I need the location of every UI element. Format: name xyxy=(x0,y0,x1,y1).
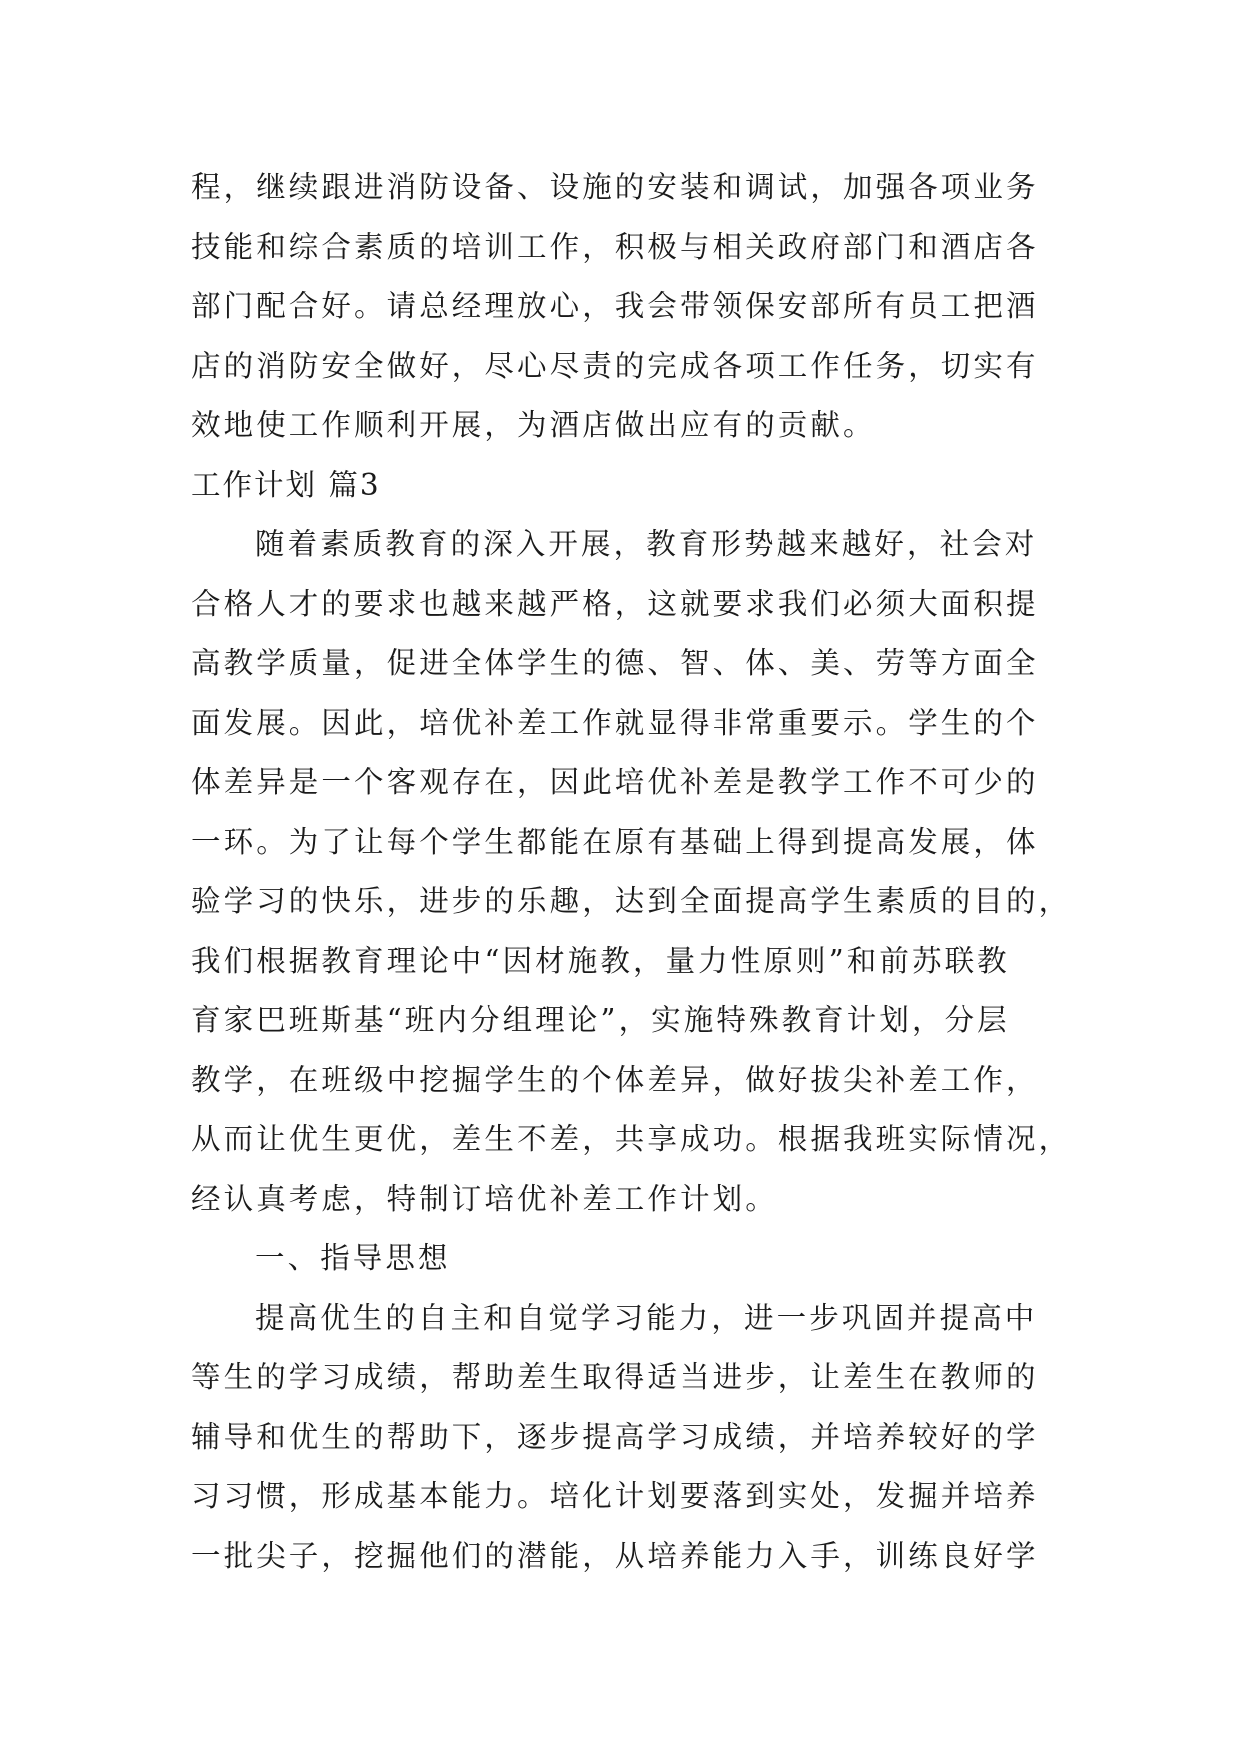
text-line: 一批尖子，挖掘他们的潜能，从培养能力入手，训练良好学 xyxy=(191,1538,1039,1573)
text-line: 合格人才的要求也越来越严格，这就要求我们必须大面积提 xyxy=(191,586,1039,621)
section-title: 工作计划 篇3 xyxy=(191,467,381,502)
text-line: 店的消防安全做好，尽心尽责的完成各项工作任务，切实有 xyxy=(191,348,1039,383)
text-line: 高教学质量，促进全体学生的德、智、体、美、劳等方面全 xyxy=(191,646,1039,680)
text-line: 面发展。因此，培优补差工作就显得非常重要示。学生的个 xyxy=(191,705,1039,740)
text-line: 等生的学习成绩，帮助差生取得适当进步，让差生在教师的 xyxy=(191,1360,1039,1394)
text-line: 程，继续跟进消防设备、设施的安装和调试，加强各项业务 xyxy=(191,170,1039,204)
text-line: 从而让优生更优，差生不差，共享成功。根据我班实际情况， xyxy=(191,1122,1072,1156)
subheading-guiding-ideology: 一、指导思想 xyxy=(255,1241,451,1275)
text-line: 一环。为了让每个学生都能在原有基础上得到提高发展，体 xyxy=(191,824,1039,859)
text-line: 验学习的快乐，进步的乐趣，达到全面提高学生素质的目的， xyxy=(191,884,1072,918)
text-line: 体差异是一个客观存在，因此培优补差是教学工作不可少的 xyxy=(191,765,1039,799)
text-line: 育家巴班斯基“班内分组理论”，实施特殊教育计划，分层 xyxy=(191,1003,1010,1037)
document-body xyxy=(191,158,1072,1586)
text-line: 习习惯，形成基本能力。培化计划要落到实处，发掘并培养 xyxy=(191,1479,1039,1513)
text-line: 效地使工作顺利开展，为酒店做出应有的贡献。 xyxy=(191,408,876,442)
text-line: 经认真考虑，特制订培优补差工作计划。 xyxy=(191,1181,778,1216)
text-line: 提高优生的自主和自觉学习能力，进一步巩固并提高中 xyxy=(255,1300,1038,1335)
text-line: 部门配合好。请总经理放心，我会带领保安部所有员工把酒 xyxy=(191,289,1039,323)
text-line: 辅导和优生的帮助下，逐步提高学习成绩，并培养较好的学 xyxy=(191,1419,1039,1454)
paragraph-guiding-ideology xyxy=(191,1289,1061,1587)
text-line: 随着素质教育的深入开展，教育形势越来越好，社会对 xyxy=(255,527,1038,561)
text-line: 技能和综合素质的培训工作，积极与相关政府部门和酒店各 xyxy=(191,229,1039,264)
text-line: 教学，在班级中挖掘学生的个体差异，做好拔尖补差工作， xyxy=(191,1062,1039,1097)
paragraph-intro xyxy=(191,515,1072,1229)
text-line: 我们根据教育理论中“因材施教，量力性原则”和前苏联教 xyxy=(191,943,1010,978)
paragraph-continuation xyxy=(191,158,1061,456)
